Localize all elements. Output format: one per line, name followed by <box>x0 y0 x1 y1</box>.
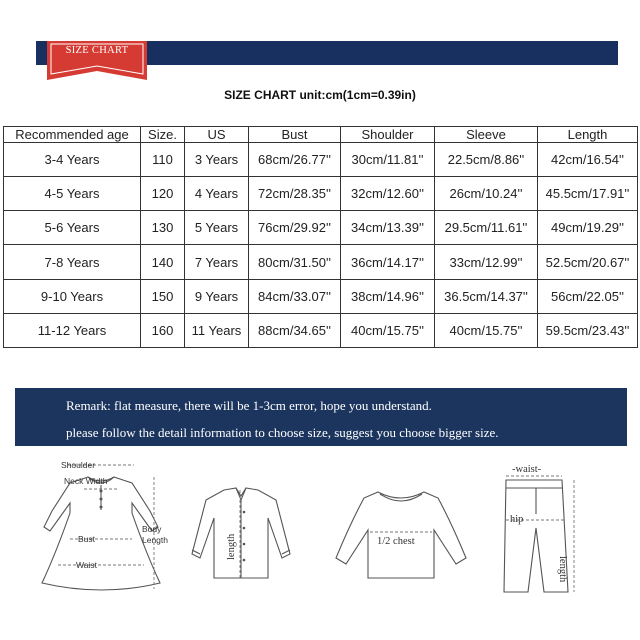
column-header: Length <box>538 127 638 143</box>
table-cell: 26cm/10.24'' <box>435 177 538 211</box>
shirt-diagram <box>188 484 294 584</box>
neck-width-label: Neck Width <box>64 476 108 486</box>
column-header: US <box>185 127 249 143</box>
half-chest-label: 1/2 chest <box>377 536 415 547</box>
table-cell: 45.5cm/17.91'' <box>538 177 638 211</box>
table-cell: 5 Years <box>185 211 249 245</box>
table-cell: 7-8 Years <box>4 245 141 279</box>
table-cell: 52.5cm/20.67'' <box>538 245 638 279</box>
table-cell: 4-5 Years <box>4 177 141 211</box>
table-cell: 9-10 Years <box>4 279 141 313</box>
waist-label: -waist- <box>512 464 542 475</box>
table-cell: 80cm/31.50'' <box>249 245 341 279</box>
table-cell: 33cm/12.99'' <box>435 245 538 279</box>
table-cell: 160 <box>141 313 185 347</box>
table-cell: 5-6 Years <box>4 211 141 245</box>
column-header: Recommended age <box>4 127 141 143</box>
table-cell: 11 Years <box>185 313 249 347</box>
table-cell: 4 Years <box>185 177 249 211</box>
table-cell: 40cm/15.75'' <box>435 313 538 347</box>
table-header-row <box>4 127 638 143</box>
table-row <box>4 211 638 245</box>
table-row <box>4 279 638 313</box>
table-cell: 40cm/15.75'' <box>341 313 435 347</box>
table-cell: 49cm/19.29'' <box>538 211 638 245</box>
table-cell: 3 Years <box>185 143 249 177</box>
remark-line-1: Remark: flat measure, there will be 1-3cm error, hope you understand. <box>66 398 432 413</box>
table-cell: 88cm/34.65'' <box>249 313 341 347</box>
table-cell: 120 <box>141 177 185 211</box>
table-cell: 36.5cm/14.37'' <box>435 279 538 313</box>
table-cell: 72cm/28.35'' <box>249 177 341 211</box>
table-row <box>4 177 638 211</box>
table-cell: 150 <box>141 279 185 313</box>
table-row <box>4 313 638 347</box>
sweater-diagram <box>334 486 468 584</box>
pants-length-label: length <box>557 556 568 583</box>
table-cell: 130 <box>141 211 185 245</box>
table-row <box>4 143 638 177</box>
bust-label: Bust <box>78 534 96 544</box>
table-cell: 59.5cm/23.43'' <box>538 313 638 347</box>
table-cell: 76cm/29.92'' <box>249 211 341 245</box>
table-cell: 38cm/14.96'' <box>341 279 435 313</box>
hip-label: hip <box>510 514 524 525</box>
column-header: Sleeve <box>435 127 538 143</box>
table-cell: 3-4 Years <box>4 143 141 177</box>
size-table <box>3 126 638 348</box>
shoulder-label: Shoulder <box>61 460 96 470</box>
table-cell: 9 Years <box>185 279 249 313</box>
waist-label: Waist <box>76 560 97 570</box>
table-cell: 22.5cm/8.86'' <box>435 143 538 177</box>
table-cell: 140 <box>141 245 185 279</box>
table-cell: 32cm/12.60'' <box>341 177 435 211</box>
table-cell: 42cm/16.54'' <box>538 143 638 177</box>
size-chart-label: SIZE CHART <box>65 45 129 56</box>
table-cell: 29.5cm/11.61'' <box>435 211 538 245</box>
table-row <box>4 245 638 279</box>
body-length-label: Body Length <box>142 524 168 545</box>
shirt-length-label: length <box>226 533 237 560</box>
table-cell: 84cm/33.07'' <box>249 279 341 313</box>
column-header: Size. <box>141 127 185 143</box>
table-cell: 68cm/26.77'' <box>249 143 341 177</box>
pants-diagram <box>498 474 588 600</box>
column-header: Bust <box>249 127 341 143</box>
table-cell: 30cm/11.81'' <box>341 143 435 177</box>
column-header: Shoulder <box>341 127 435 143</box>
remark-line-2: please follow the detail information to choose size, suggest you choose bigger size. <box>66 425 499 440</box>
unit-title: SIZE CHART unit:cm(1cm=0.39in) <box>224 88 416 102</box>
table-cell: 56cm/22.05'' <box>538 279 638 313</box>
table-cell: 36cm/14.17'' <box>341 245 435 279</box>
table-cell: 34cm/13.39'' <box>341 211 435 245</box>
table-cell: 110 <box>141 143 185 177</box>
table-cell: 7 Years <box>185 245 249 279</box>
table-cell: 11-12 Years <box>4 313 141 347</box>
